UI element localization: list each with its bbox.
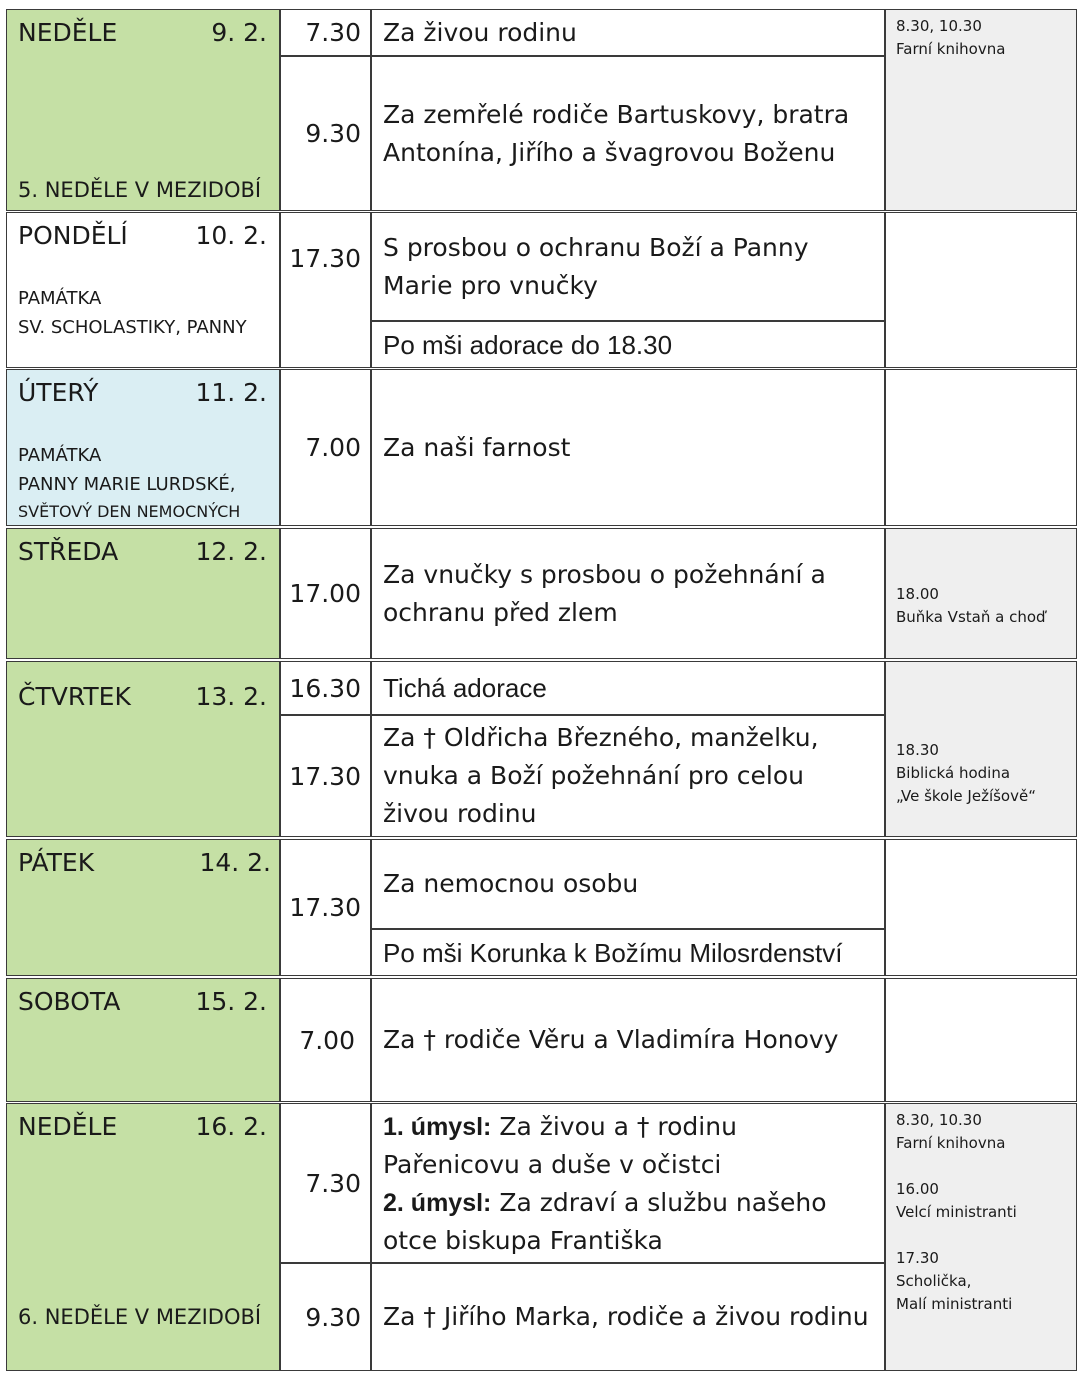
side-events bbox=[885, 9, 1077, 211]
day-cell bbox=[6, 212, 280, 368]
day-name: PONDĚLÍ bbox=[18, 221, 128, 250]
day-note-line: PAMÁTKA bbox=[18, 445, 102, 466]
side-event-time: 18.30 bbox=[896, 741, 939, 759]
day-date: 13. 2. bbox=[195, 682, 267, 711]
day-row-monday-10-2 bbox=[6, 212, 1077, 368]
mass-intention: Za vnučky s prosbou o požehnání a ochranu před zlem bbox=[371, 528, 885, 659]
side-event-text: Buňka Vstaň a choď bbox=[896, 608, 1046, 626]
day-date: 14. 2. bbox=[199, 848, 271, 877]
day-row-sunday-16-2 bbox=[6, 1103, 1077, 1371]
day-note: 5. NEDĚLE V MEZIDOBÍ bbox=[18, 178, 262, 202]
side-event-text: „Ve škole Ježíšově“ bbox=[896, 787, 1036, 805]
day-row-sunday-9-2 bbox=[6, 9, 1077, 211]
mass-time: 7.30 bbox=[280, 9, 371, 56]
mass-time: 17.30 bbox=[280, 715, 371, 837]
side-event bbox=[896, 1247, 1066, 1316]
side-events bbox=[885, 369, 1077, 526]
side-events bbox=[885, 528, 1077, 659]
mass-note: Po mši Korunka k Božímu Milosrdenství bbox=[371, 929, 885, 976]
mass-time: 9.30 bbox=[280, 56, 371, 211]
side-event-text: Velcí ministranti bbox=[896, 1203, 1017, 1221]
day-name: PÁTEK bbox=[18, 848, 95, 877]
side-event-time: 18.00 bbox=[896, 585, 939, 603]
day-name: ÚTERÝ bbox=[18, 378, 99, 407]
side-events bbox=[885, 839, 1077, 976]
day-note-line: PAMÁTKA bbox=[18, 288, 102, 309]
day-cell bbox=[6, 839, 280, 976]
mass-intention: Za † Oldřicha Březného, manželku, vnuka a Boží požehnání pro celou živou rodinu bbox=[371, 715, 885, 837]
mass-intention: Za nemocnou osobu bbox=[371, 839, 885, 929]
side-event bbox=[896, 739, 1066, 808]
day-name: NEDĚLE bbox=[18, 18, 118, 47]
intention-text: Za živou a † rodinu Pařenicovu a duše v očistci bbox=[383, 1112, 737, 1179]
day-row-thursday-13-2 bbox=[6, 661, 1077, 837]
side-event bbox=[896, 583, 1066, 629]
intention-label: 2. úmysl: bbox=[383, 1189, 492, 1217]
day-cell bbox=[6, 369, 280, 526]
day-date: 16. 2. bbox=[195, 1112, 267, 1141]
side-event-text: Malí ministranti bbox=[896, 1295, 1013, 1313]
side-event-text: Scholička, bbox=[896, 1272, 972, 1290]
mass-time: 9.30 bbox=[280, 1263, 371, 1371]
side-event-time: 8.30, 10.30 bbox=[896, 17, 982, 35]
day-cell bbox=[6, 528, 280, 659]
day-date: 9. 2. bbox=[211, 18, 267, 47]
mass-note: Po mši adorace do 18.30 bbox=[371, 321, 885, 368]
day-name: SOBOTA bbox=[18, 987, 121, 1016]
day-note-line: SV. SCHOLASTIKY, PANNY bbox=[18, 317, 247, 338]
day-row-wednesday-12-2 bbox=[6, 528, 1077, 659]
side-events bbox=[885, 978, 1077, 1102]
day-date: 11. 2. bbox=[195, 378, 267, 407]
side-event bbox=[896, 15, 1066, 61]
mass-intention: Tichá adorace bbox=[371, 661, 885, 715]
day-row-saturday-15-2 bbox=[6, 978, 1077, 1102]
mass-intention: Za † rodiče Věru a Vladimíra Honovy bbox=[371, 978, 885, 1102]
mass-time: 17.30 bbox=[280, 839, 371, 976]
mass-intention: Za † Jiřího Marka, rodiče a živou rodinu bbox=[371, 1263, 885, 1371]
mass-time: 7.00 bbox=[280, 978, 371, 1102]
mass-time: 17.00 bbox=[280, 528, 371, 659]
day-name: STŘEDA bbox=[18, 537, 119, 566]
side-event-time: 16.00 bbox=[896, 1180, 939, 1198]
mass-time: 7.00 bbox=[280, 369, 371, 526]
day-name: ČTVRTEK bbox=[18, 682, 131, 711]
mass-intention: Za naši farnost bbox=[371, 369, 885, 526]
side-events bbox=[885, 1103, 1077, 1371]
day-name: NEDĚLE bbox=[18, 1112, 118, 1141]
day-cell bbox=[6, 1103, 280, 1371]
side-event-time: 17.30 bbox=[896, 1249, 939, 1267]
day-date: 12. 2. bbox=[195, 537, 267, 566]
intention-text: Za zdraví a službu našeho otce biskupa Františka bbox=[383, 1188, 827, 1255]
day-row-friday-14-2 bbox=[6, 839, 1077, 976]
mass-intention: Za živou rodinu bbox=[371, 9, 885, 56]
side-event-text: Farní knihovna bbox=[896, 1134, 1006, 1152]
day-note-line: SVĚTOVÝ DEN NEMOCNÝCH bbox=[18, 502, 241, 521]
side-event-text: Biblická hodina bbox=[896, 764, 1011, 782]
mass-time: 7.30 bbox=[280, 1103, 371, 1263]
day-date: 15. 2. bbox=[195, 987, 267, 1016]
side-event bbox=[896, 1109, 1066, 1155]
mass-time: 16.30 bbox=[280, 661, 371, 715]
mass-intention: S prosbou o ochranu Boží a Panny Marie pro vnučky bbox=[371, 212, 885, 321]
day-note: 6. NEDĚLE V MEZIDOBÍ bbox=[18, 1305, 262, 1329]
day-date: 10. 2. bbox=[195, 221, 267, 250]
day-note-line: PANNY MARIE LURDSKÉ, bbox=[18, 474, 236, 495]
intention-label: 1. úmysl: bbox=[383, 1113, 492, 1141]
day-row-tuesday-11-2 bbox=[6, 369, 1077, 526]
side-event-text: Farní knihovna bbox=[896, 40, 1006, 58]
day-cell bbox=[6, 9, 280, 211]
mass-intention: Za zemřelé rodiče Bartuskovy, bratra Antonína, Jiřího a švagrovou Boženu bbox=[371, 56, 885, 211]
side-event bbox=[896, 1178, 1066, 1224]
mass-time: 17.30 bbox=[280, 212, 371, 368]
side-events bbox=[885, 212, 1077, 368]
mass-intention bbox=[371, 1103, 885, 1263]
day-cell bbox=[6, 978, 280, 1102]
side-events bbox=[885, 661, 1077, 837]
side-event-time: 8.30, 10.30 bbox=[896, 1111, 982, 1129]
day-cell bbox=[6, 661, 280, 837]
